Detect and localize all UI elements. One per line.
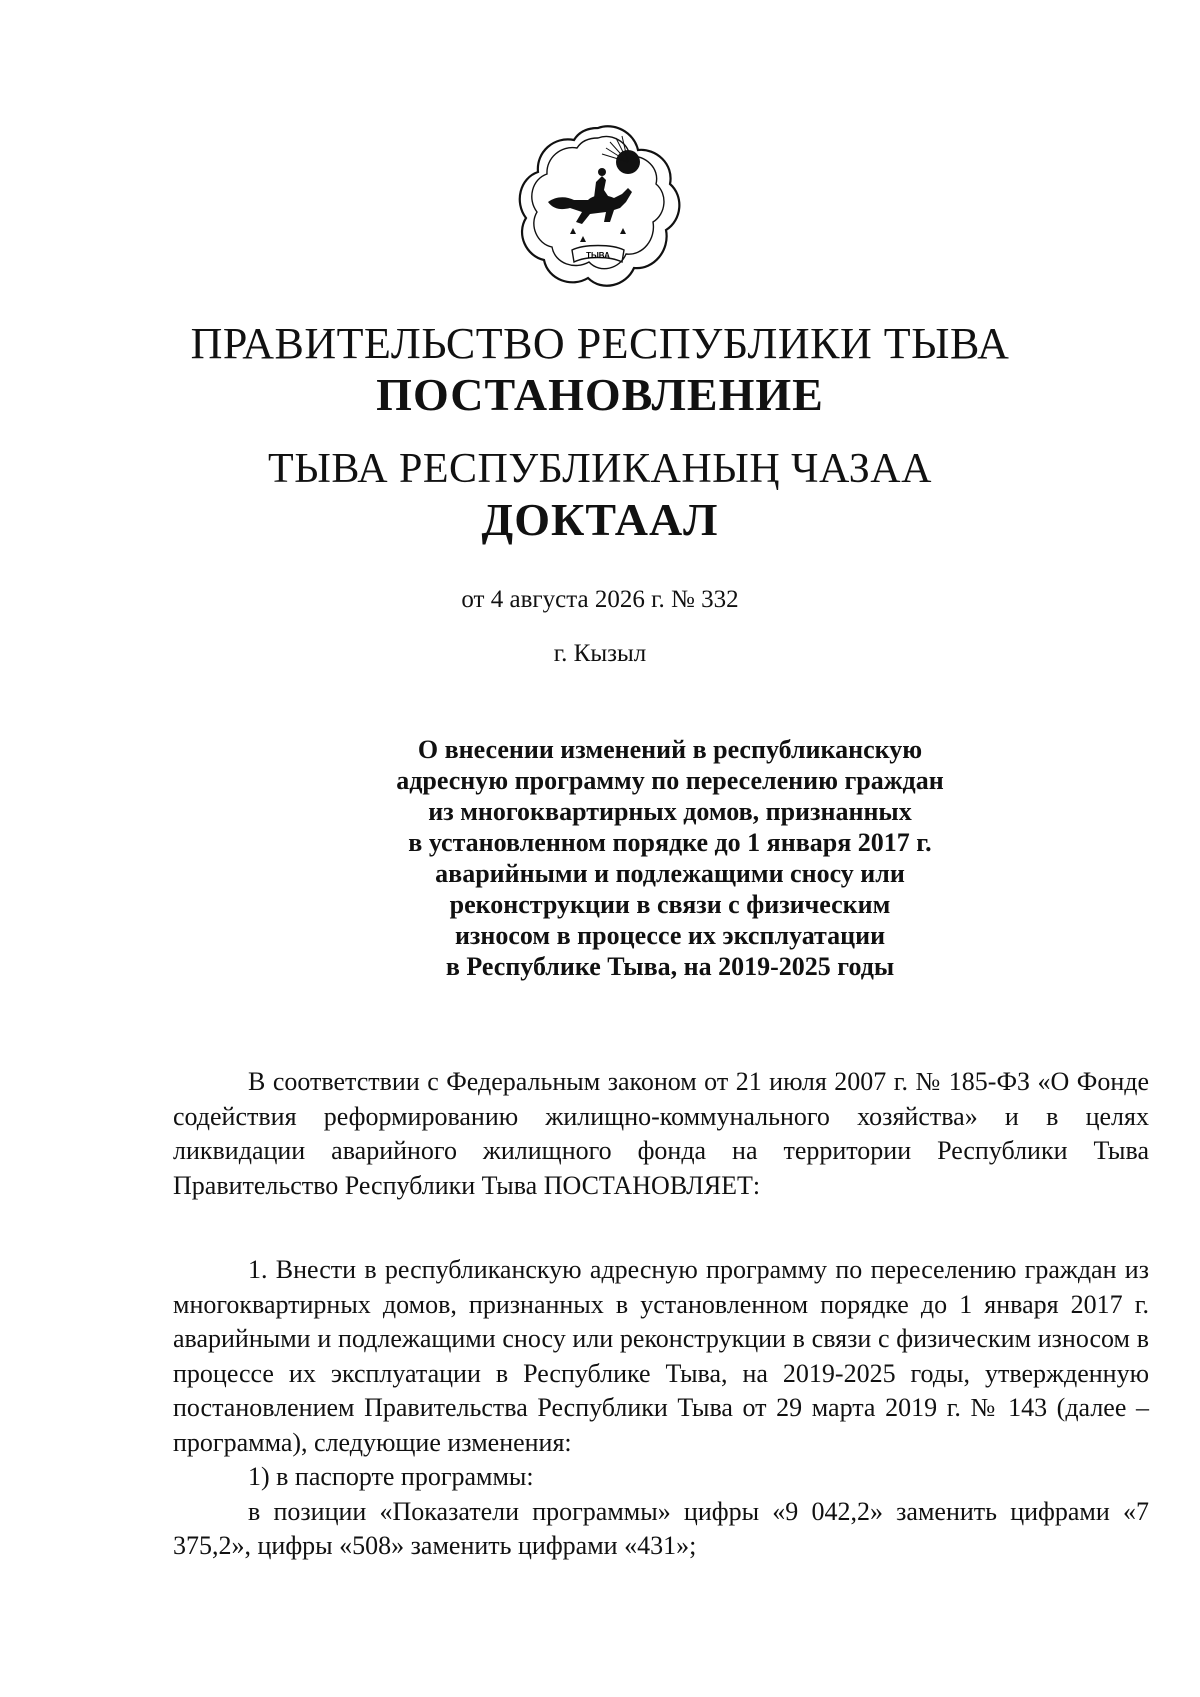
tuva-emblem-icon <box>510 118 686 294</box>
title-line: износом в процессе их эксплуатации <box>454 921 886 950</box>
title-line: О внесении изменений в республиканскую <box>417 735 923 764</box>
title-line: в установленном порядке до 1 января 2017 г. <box>408 828 932 857</box>
title-line: реконструкции в связи с физическим <box>449 890 891 919</box>
title-line: из многоквартирных домов, признанных <box>428 797 912 826</box>
preamble-paragraph: В соответствии с Федеральным законом от 21 июля 2007 г. № 185-ФЗ «О Фонде содействия реформированию жилищно-коммунального хозяйства» и в целях ликвидации аварийного жилищного фонда на территории Республики Тыва Правительство Республики Тыва ПОСТАНОВЛЯЕТ: <box>173 1067 1149 1200</box>
decree-type: ПОСТАНОВЛЕНИЕ <box>376 369 824 420</box>
item1-paragraph: 1. Внести в республиканскую адресную программу по переселению граждан из многоквартирных домов, признанных в установленном порядке до 1 января 2017 г. аварийными и подлежащими сносу или реконструкции в связи с физическим износом в процессе их эксплуатации в Республике Тыва, на 2019-2025 годы, утвержденную постановлением Правительства Республики Тыва от 29 марта 2019 г. № 143 (далее – программа), следующие изменения: <box>173 1255 1149 1457</box>
government-name-tyvan: ТЫВА РЕСПУБЛИКАНЫҢ ЧАЗАА <box>268 446 932 492</box>
item1-subitem1-text: в позиции «Показатели программы» цифры «9 042,2» заменить цифрами «7 375,2», цифры «508» заменить цифрами «431»; <box>173 1496 1149 1560</box>
decree-date-number: от 4 августа 2026 г. № 332 <box>461 586 739 613</box>
title-line: аварийными и подлежащими сносу или <box>435 859 905 888</box>
title-line: в Республике Тыва, на 2019-2025 годы <box>445 952 895 981</box>
decree-title <box>355 734 985 982</box>
decree-type-tyvan: ДОКТААЛ <box>481 494 719 545</box>
emblem-banner-text: ТЫВА <box>586 251 610 260</box>
title-line: адресную программу по переселению граждан <box>396 766 944 795</box>
item1-subitem1: 1) в паспорте программы: <box>248 1462 534 1491</box>
item1-section <box>173 1253 1149 1564</box>
government-name: ПРАВИТЕЛЬСТВО РЕСПУБЛИКИ ТЫВА <box>190 319 1010 368</box>
decree-city: г. Кызыл <box>553 640 647 667</box>
preamble-section <box>173 1065 1149 1203</box>
